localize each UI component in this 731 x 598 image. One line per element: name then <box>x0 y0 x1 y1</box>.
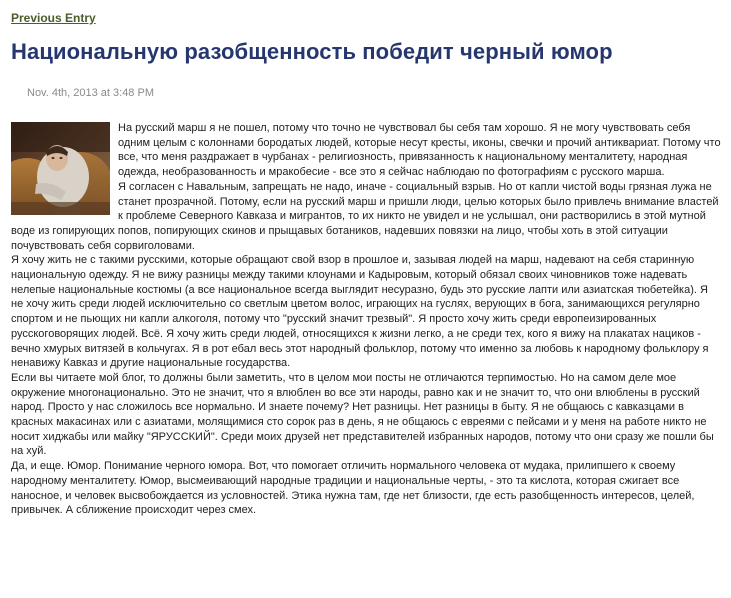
post-paragraph-4: Если вы читаете мой блог, то должны были заметить, что в целом мои посты не отличаются терпимостью. Но на самом деле мое окружение многонационально. Это не значит, что я влюблен во все эти народы, равно как и не значит то, что они влюблены в русский народ. Просто у нас сложилось все нормально. И знаете почему? Нет разницы. Нет разницы в быту. Я не общаюсь с кавказцами в красных макасинах или с азиатами, молящимися сто сорок раз в день, я не общаюсь с евреями с пейсами и у меня на работе никто не носит хиджабы или майку "ЯРУССКИЙ". Среди моих друзей нет представителей избранных народов, потому что они сразу же пошли бы на хуй. <box>11 371 714 458</box>
post-paragraph-3: Я хочу жить не с такими русскими, которые обращают свой взор в прошлое и, зазывая людей на марш, надевают на себя старинную национальную одежду. Я не вижу разницы между такими клоунами и Кадыровым, который обязал своих чиновников тоже надевать нелепые национальные костюмы (а все национальное всегда выглядит несуразно, будь это русские лапти или азиатская тюбетейка). Я не хочу жить среди людей исключительно со светлым цветом волос, играющих на гуслях, верующих в бога, занимающихся регулярно спортом и не пьющих ни капли алкоголя, потому что "русский значит трезвый". Я просто хочу жить среди европеизированных русскоговорящих людей. Всё. Я хочу жить среди людей, относящихся к жизни легко, а не среди тех, кого я вижу на плакатах нациков - вечно хмурых витязей в кольчугах. Я в рот ебал весь этот народный фольклор, потому что именно за любовь к народному фольклору я ненавижу Кавказ и другие национальные государства. <box>11 254 709 370</box>
post-body <box>11 121 721 518</box>
post-title: Национальную разобщенность победит черный юмор <box>11 39 613 64</box>
post-paragraph-1: На русский марш я не пошел, потому что точно не чувствовал бы себя там хорошо. Я не могу чувствовать себя одним целым с колоннами бородатых людей, которые несут кресты, иконы, свечки и прочий антиквариат. Потому что все, что меня раздражает в чурбанах - религиозность, привязанность к национальному менталитету, народная одежда, необразованность и мракобесие - все это я сейчас наблюдаю по фотографиям с русского марша. <box>118 122 721 179</box>
post-paragraph-5: Да, и еще. Юмор. Понимание черного юмора. Вот, что помогает отличить нормального человека от мудака, прилипшего к своему народному менталитету. Юмор, высмеивающий народные традиции и национальные черты, - это та кислота, которая сжигает все наносное, и человек высвобождается из условностей. Этика нужна там, где нет близости, где есть разобщенность интересов, целей, привычек. А сближение происходит через смех. <box>11 460 695 517</box>
post-paragraph-2: Я согласен с Навальным, запрещать не надо, иначе - социальный взрыв. Но от капли чистой воды грязная лужа не станет прозрачной. Потому, если на русский марш и пришли люди, целью которых было привлечь внимание властей к проблеме Северного Кавказа и мигрантов, то их никто не увидел и не услышал, они растворились в этой мутной воде из гопирующих попов, попирующих скинов и прыщавых ботаников, надевших повязки на лицо, чтобы хоть в этой ситуации почувствовать себя сорвиголовами. <box>11 180 719 252</box>
author-photo <box>11 122 110 215</box>
post-date: Nov. 4th, 2013 at 3:48 PM <box>27 87 154 99</box>
previous-entry-link[interactable]: Previous Entry <box>11 11 96 25</box>
